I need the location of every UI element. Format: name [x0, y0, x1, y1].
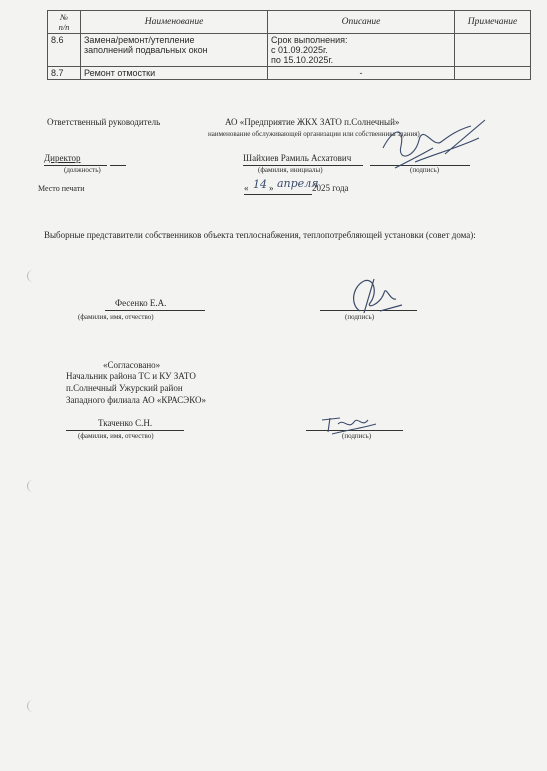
representatives-title: Выборные представители собственников объекта теплоснабжения, теплопотребляющей установки (совет дома):: [44, 230, 476, 240]
approval-sign-caption: (подпись): [342, 432, 372, 440]
representative-name-underline: [105, 310, 205, 311]
table-row: [48, 34, 531, 67]
stamp-place: Место печати: [38, 184, 85, 193]
row-desc-line: Срок выполнения:: [271, 35, 348, 45]
works-table: [47, 10, 531, 80]
row-desc: [268, 34, 455, 67]
approval-line1: Начальник района ТС и КУ ЗАТО: [66, 371, 196, 381]
representative-name-caption: (фамилия, имя, отчество): [78, 313, 154, 321]
table-header-row: [48, 11, 531, 34]
header-name: Наименование: [81, 11, 268, 34]
position-value: Директор: [44, 153, 81, 163]
row-name: [81, 67, 268, 80]
approval-agreed: «Согласовано»: [103, 360, 161, 370]
date-underline: [244, 194, 312, 195]
date-year: 2025 года: [312, 183, 349, 193]
binder-hole-mark: [27, 480, 38, 492]
representative-name: Фесенко Е.А.: [115, 298, 167, 308]
row-name: [81, 34, 268, 67]
approval-line3: Западного филиала АО «КРАСЭКО»: [66, 395, 207, 405]
responsible-label: Ответственный руководитель: [47, 117, 161, 127]
fio-caption: (фамилия, инициалы): [258, 166, 323, 174]
approval-name-caption: (фамилия, имя, отчество): [78, 432, 154, 440]
row-name-line: заполнений подвальных окон: [84, 45, 208, 55]
row-note: [455, 34, 531, 67]
approval-signature: [318, 410, 378, 436]
date-day: 14: [253, 178, 267, 191]
header-note: Примечание: [455, 11, 531, 34]
row-note: [455, 67, 531, 80]
approval-name-underline: [66, 430, 184, 431]
sign-caption: (подпись): [410, 166, 440, 174]
date-line: [244, 177, 384, 197]
header-num: № п/п: [48, 11, 81, 34]
position-caption: (должность): [64, 166, 101, 174]
director-signature: [375, 118, 490, 180]
row-num: 8.6: [48, 34, 81, 67]
representative-sign-caption: (подпись): [345, 313, 375, 321]
row-desc-line: по 15.10.2025г.: [271, 55, 334, 65]
row-desc: [268, 67, 455, 80]
organization-caption: наименование обслуживающей организации или собственника здания): [208, 130, 420, 138]
date-open-quote: «: [244, 183, 249, 193]
row-desc-line: с 01.09.2025г.: [271, 45, 328, 55]
responsible-fio: Шайхиев Рамиль Асхатович: [243, 153, 352, 163]
organization-name: АО «Предприятие ЖКХ ЗАТО п.Солнечный»: [225, 117, 400, 127]
approval-line2: п.Солнечный Ужурский район: [66, 383, 183, 393]
binder-hole-mark: [27, 270, 38, 282]
row-desc-line: -: [359, 68, 363, 78]
date-close-quote: »: [269, 183, 274, 193]
table-row: [48, 67, 531, 80]
representative-signature: [340, 275, 410, 317]
date-month: апреля: [277, 177, 319, 190]
row-name-line: Ремонт отмостки: [84, 68, 156, 78]
position-extra-underline: [110, 165, 126, 166]
row-num: 8.7: [48, 67, 81, 80]
binder-hole-mark: [27, 700, 38, 712]
approval-name: Ткаченко С.Н.: [98, 418, 153, 428]
row-name-line: Замена/ремонт/утепление: [84, 35, 195, 45]
header-desc: Описание: [268, 11, 455, 34]
